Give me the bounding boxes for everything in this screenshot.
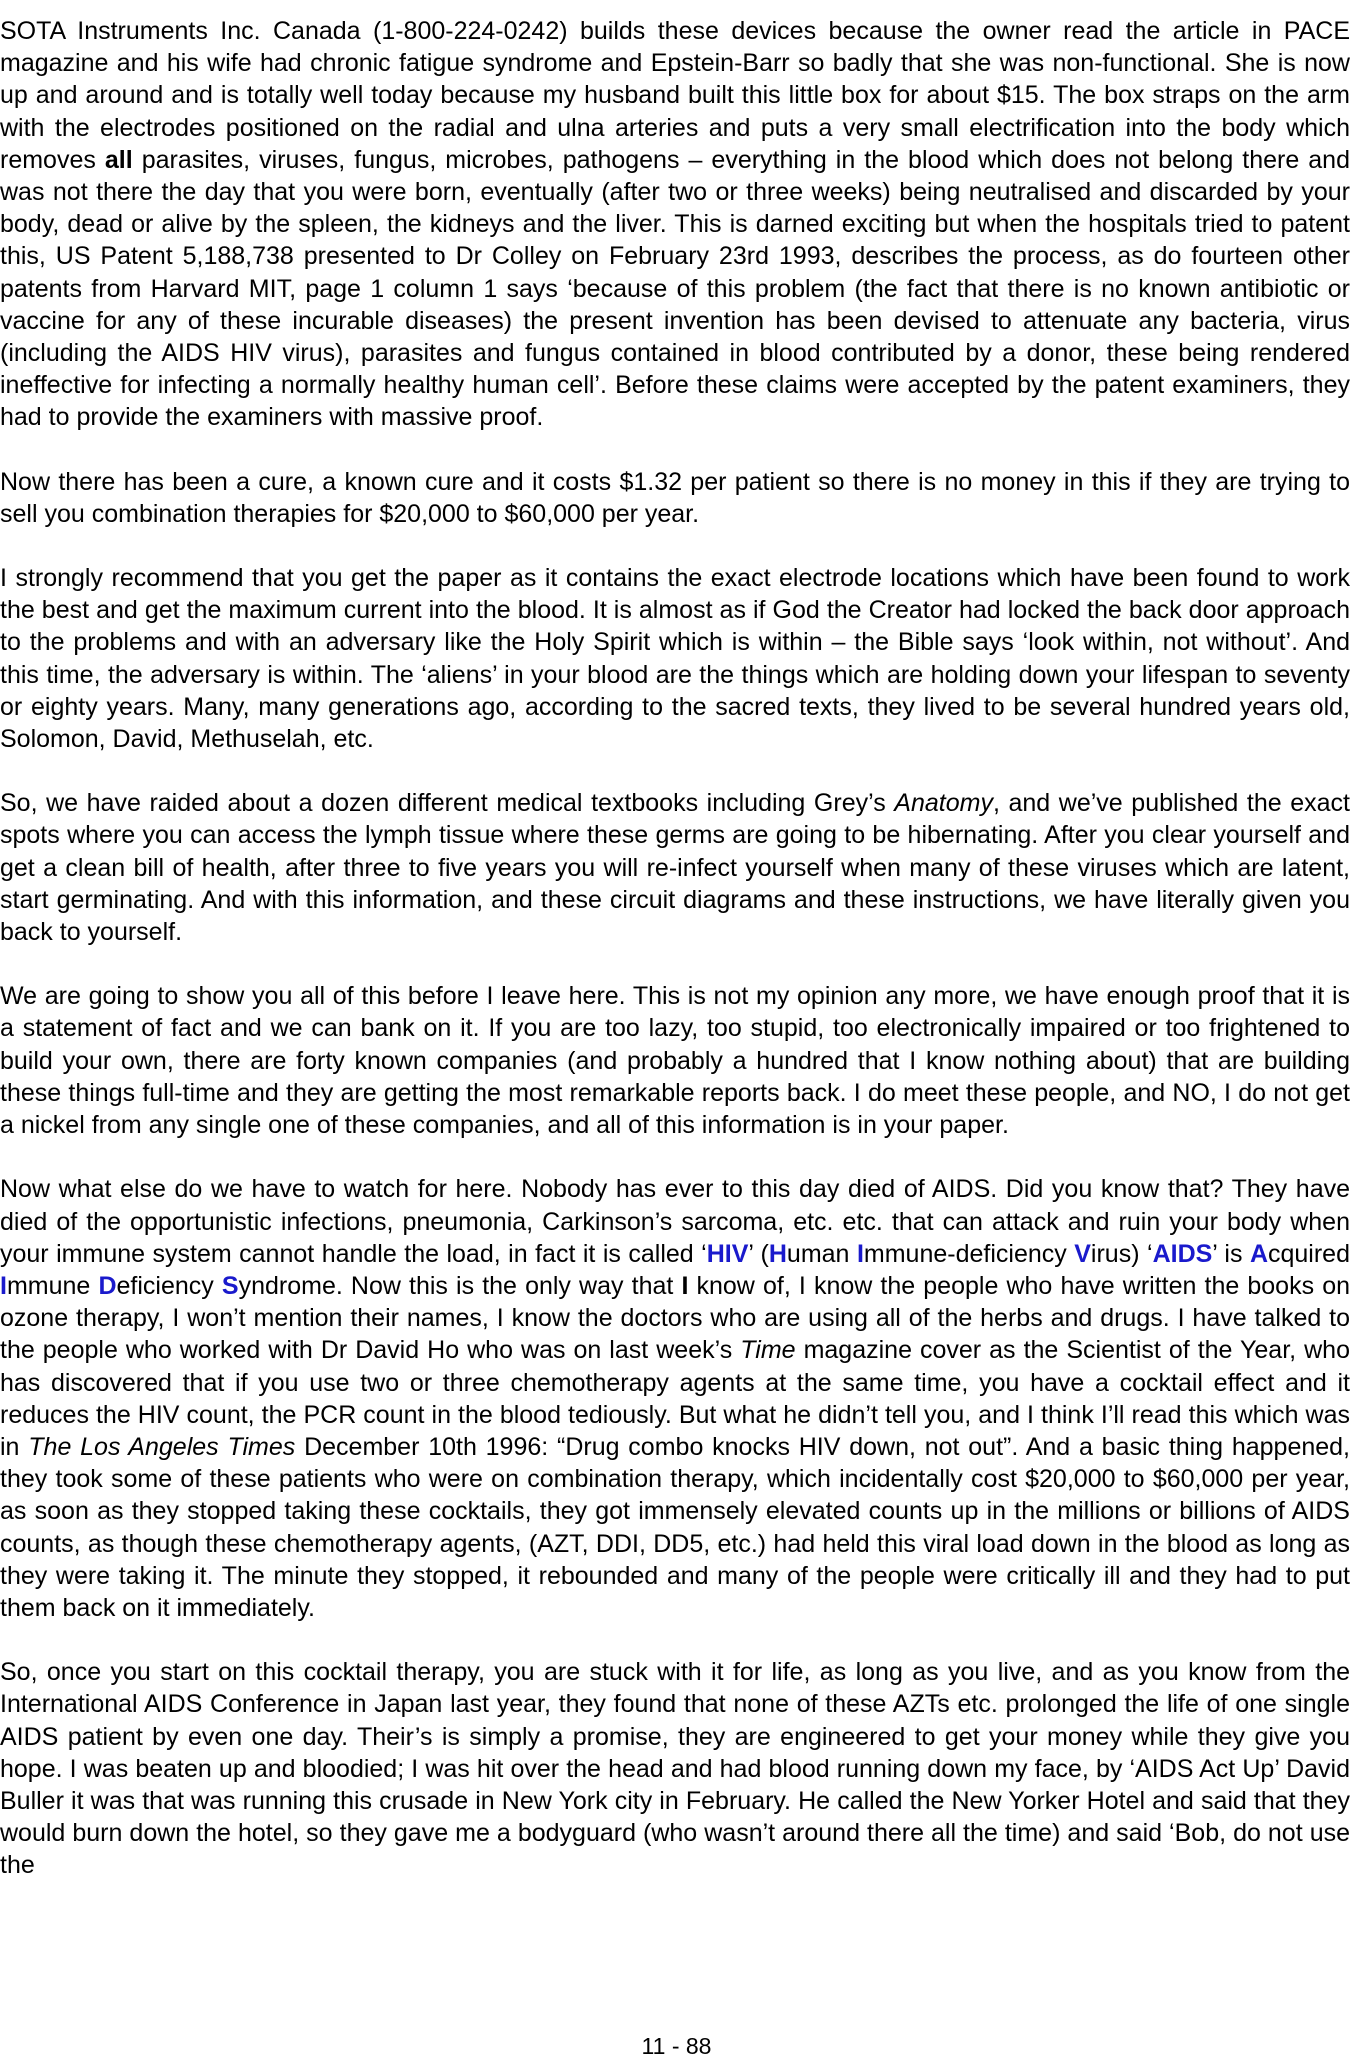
highlighted-acronym-letter: S [221,1271,239,1300]
text-run: December 10th 1996: “Drug combo knocks HIV down, not out”. And a basic thing happened, they took some of these patients who were on combination therapy, which incidentally cost $20,000 to $60,000 per year, as soon as they stopped taking these cocktails, they got immensely elevated counts up in the millions or billions of AIDS counts, as though these chemotherapy agents, (AZT, DDI, DD5, etc.) had held this viral load down in the blood as long as they were taking it. The minute they stopped, it rebounded and many of the people were critically ill and they had to put them back on it immediately. [0,1432,1351,1622]
text-run: ’ ( [748,1239,769,1268]
page-number: 11 - 88 [641,2033,712,2059]
highlighted-acronym-letter: AIDS [1152,1239,1213,1268]
highlighted-acronym-letter: V [1074,1239,1091,1268]
paragraph [0,1656,1350,1881]
text-run: magazine cover as the Scientist of the Year, who has discovered that if you use two or three chemotherapy agents at the same time, you have a cocktail effect and it reduces the HIV count, the PCR count in the blood tediously. But what he didn’t tell you, and I think I’ll read this which was in [0,1336,1350,1461]
highlighted-acronym-letter: H [768,1239,787,1268]
highlighted-acronym-letter: I [856,1239,864,1268]
italic-text: Time [740,1336,796,1365]
bold-text: all [104,145,133,174]
text-run: So, once you start on this cocktail therapy, you are stuck with it for life, as long as you live, and as you know from the International AIDS Conference in Japan last year, they found that none of these AZTs etc. prolonged the life of one single AIDS patient by even one day. Their’s is simply a promise, they are engineered to get your money while they give you hope. I was beaten up and bloodied; I was hit over the head and had blood running down my face, by ‘AIDS Act Up’ David Buller it was that was running this crusade in New York city in February. He called the New Yorker Hotel and said that they would burn down the hotel, so they gave me a bodyguard (who wasn’t around there all the time) and said ‘Bob, do not use the [0,1658,1350,1880]
text-run: We are going to show you all of this before I leave here. This is not my opinion any more, we have enough proof that it is a statement of fact and we can bank on it. If you are too lazy, too stupid, too electronically impaired or too frightened to build your own, there are forty known companies (and probably a hundred that I know nothing about) that are building these things full-time and they are getting the most remarkable reports back. I do meet these people, and NO, I do not get a nickel from any single one of these companies, and all of this information is in your paper. [0,982,1350,1140]
paragraph [0,787,1350,948]
highlighted-acronym-letter: A [1249,1239,1268,1268]
text-run: SOTA Instruments Inc. Canada (1-800-224-0242) builds these devices because the owner read the article in PACE magazine and his wife had chronic fatigue syndrome and Epstein-Barr so badly that she was non-functional. She is now up and around and is totally well today because my husband built this little box for about $15. The box straps on the arm with the electrodes positioned on the radial and ulna arteries and puts a very small electrification into the body which removes [0,17,1350,174]
paragraph [0,466,1350,530]
text-run: eficiency [116,1271,222,1300]
highlighted-acronym-letter: I [0,1271,7,1300]
text-run: parasites, viruses, fungus, microbes, pathogens – everything in the blood which does not belong there and was not there the day that you were born, eventually (after two or three weeks) being neutralised and discarded by your body, dead or alive by the spleen, the kidneys and the liver. This is darned exciting but when the hospitals tried to patent this, US Patent 5,188,738 presented to Dr Colley on February 23rd 1993, describes the process, as do fourteen other patents from Harvard MIT, page 1 column 1 says ‘because of this problem (the fact that there is no known antibiotic or vaccine for any of these incurable diseases) the present invention has been devised to attenuate any bacteria, virus (including the AIDS HIV virus), parasites and fungus contained in blood contributed by a donor, these being rendered ineffective for infecting a normally healthy human cell’. Before these claims were accepted by the patent examiners, they had to provide the examiners with massive proof. [0,145,1350,432]
text-run: yndrome. Now this is the only way that [238,1271,682,1300]
paragraph [0,15,1350,434]
text-run: cquired [1268,1239,1350,1268]
text-run: I strongly recommend that you get the paper as it contains the exact electrode locations which have been found to work the best and get the maximum current into the blood. It is almost as if God the Creator had locked the back door approach to the problems and with an adversary like the Holy Spirit which is within – the Bible says ‘look within, not without’. And this time, the adversary is within. The ‘aliens’ in your blood are the things which are holding down your lifespan to seventy or eighty years. Many, many generations ago, according to the sacred texts, they lived to be several hundred years old, Solomon, David, Methuselah, etc. [0,564,1350,754]
text-run: Now there has been a cure, a known cure and it costs $1.32 per patient so there is no money in this if they are trying to sell you combination therapies for $20,000 to $60,000 per year. [0,467,1350,528]
text-run: So, we have raided about a dozen different medical textbooks including Grey’s [0,789,895,818]
text-run: know of, I know the people who have written the books on ozone therapy, I won’t mention their names, I know the doctors who are using all of the herbs and drugs. I have talked to the people who worked with Dr David Ho who was on last week’s [0,1271,1351,1365]
highlighted-acronym-letter: D [98,1271,117,1300]
text-run: uman [786,1239,857,1268]
highlighted-acronym-letter: HIV [706,1239,749,1268]
bold-text: I [681,1271,689,1300]
document-body [0,15,1350,1882]
text-run: Now what else do we have to watch for here. Nobody has ever to this day died of AIDS. Did you know that? They have died of the opportunistic infections, pneumonia, Carkinson’s sarcoma, etc. etc. that can attack and ruin your body when your immune system cannot handle the load, in fact it is called ‘ [0,1175,1350,1268]
italic-text: The Los Angeles Times [28,1432,296,1461]
paragraph [0,980,1350,1141]
text-run: mmune-deficiency [863,1239,1075,1268]
text-run: mmune [6,1271,99,1300]
paragraph [0,562,1350,755]
text-run: ’ is [1212,1239,1250,1268]
italic-text: Anatomy [894,789,993,818]
paragraph [0,1173,1350,1624]
text-run: irus) ‘ [1090,1239,1153,1268]
text-run: , and we’ve published the exact spots where you can access the lymph tissue where these germs are going to be hibernating. After you clear yourself and get a clean bill of health, after three to five years you will re-infect yourself when many of these viruses which are latent, start germinating. And with this information, and these circuit diagrams and these instructions, we have literally given you back to yourself. [0,789,1351,947]
